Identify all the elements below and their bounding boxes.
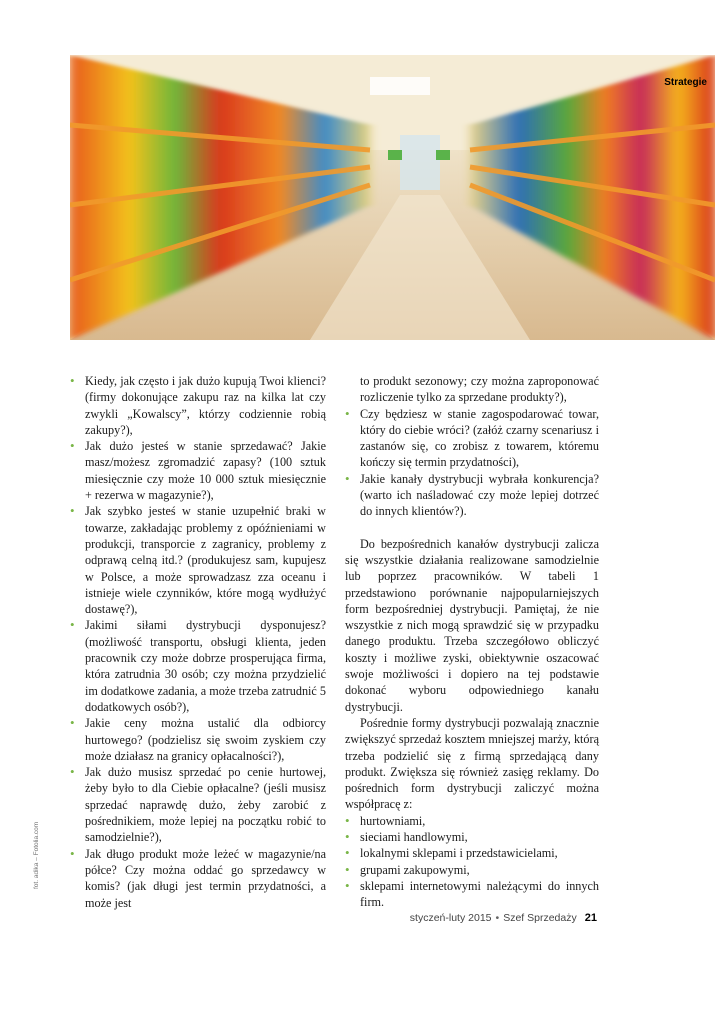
right-column [345,373,599,911]
list-continuation: to produkt sezonowy; czy można zaproponować rozliczenie tylko za sprzedane produkty?), [360,374,599,405]
hero-photo-supermarket-aisle [70,55,715,340]
indirect-forms-list [345,813,599,911]
footer-magazine: Szef Sprzedaży [503,912,577,924]
list-item: • grupami zakupowymi, [345,862,599,878]
section-tag: Strategie [664,77,707,88]
list-item: • Jak dużo jesteś w stanie sprzedawać? Jakie masz/możesz zgromadzić zapasy? (100 sztuk miesięcznie czy może 10 000 sztuk miesięcznie + rezerwa w magazynie?), [70,438,326,503]
list-item: • Jakie ceny można ustalić dla odbiorcy hurtowego? (podzielisz się swoim zyskiem czy może działasz na granicy opłacalności?), [70,715,326,764]
list-item: • Kiedy, jak często i jak dużo kupują Twoi klienci? (firmy dokonujące zakupu raz na kilka lat czy zwykli „Kowalscy”, którzy codziennie robią zakupy?), [70,373,326,438]
list-item: • hurtowniami, [345,813,599,829]
list-item: • Czy będziesz w stanie zagospodarować towar, który do ciebie wróci? (załóż czarny scenariusz i zastanów się, co zrobisz z towarem, któremu kończy się termin przydatności), [345,406,599,471]
left-column [70,373,326,911]
list-item: • Jak długo produkt może leżeć w magazynie/na półce? Czy można oddać go sprzedawcy w komis? (jak długi jest termin przydatności, a może jest [70,846,326,911]
list-item: • Jakimi siłami dystrybucji dysponujesz? (możliwość transportu, obsługi klienta, jeden pracownik czy może dobrze prosperująca firma, która zatrudnia 30 osób; czy można przydzielić im dodatkowe zadania, a może trzeba zatrudnić 5 dodatkowych osób?), [70,617,326,715]
list-item: • sklepami internetowymi należącymi do innych firm. [345,878,599,911]
paragraph-direct-channels: Do bezpośrednich kanałów dystrybucji zalicza się wszystkie działania realizowane samodzielnie lub poprzez pracowników. W tabeli 1 przedstawiono porównanie najpopularniejszych form bezpośredniej dystrybucji. Pamiętaj, że nie wszystkie z nich mogą sprawdzić się w przypadku danego produktu. Trzeba szczegółowo obliczyć koszty i możliwe zyski, obiektywnie oszacować swoje możliwości i dopiero na tej podstawie dokonać wyboru odpowiedniego kanału dystrybucji. [345,536,599,714]
questions-list-continued [345,406,599,520]
photo-credit [33,821,43,889]
page-footer: styczeń-luty 2015 • Szef Sprzedaży 21 [409,912,597,924]
supermarket-aisle-illustration [70,55,715,340]
page-number: 21 [584,912,597,924]
footer-issue: styczeń-luty 2015 [409,912,492,924]
list-item: • lokalnymi sklepami i przedstawicielami, [345,845,599,861]
list-item: • sieciami handlowymi, [345,829,599,845]
list-item: • Jakie kanały dystrybucji wybrała konkurencja? (warto ich naśladować czy może lepiej dotrzeć do innych klientów?). [345,471,599,520]
list-item: • Jak dużo musisz sprzedać po cenie hurtowej, żeby było to dla Ciebie opłacalne? (jeśli musisz sprzedać naprawdę dużo, żeby zarobić z pośrednikiem, może lepiej na początku robić to samodzielnie?), [70,764,326,845]
list-item: • Jak szybko jesteś w stanie uzupełnić braki w towarze, zakładając problemy z opóźnieniami w produkcji, transporcie z zagranicy, problemy z odprawą celną itd.? (produkujesz sam, kupujesz w Polsce, a może sprowadzasz zza oceanu i istnieje wiele czynników, które mogą wydłużyć dostawę?), [70,503,326,617]
photo-credit-text: fot. adika – Fotolia.com [33,821,40,889]
questions-list [70,373,326,911]
paragraph-indirect-channels: Pośrednie formy dystrybucji pozwalają znacznie zwiększyć sprzedaż kosztem mniejszej marży, którą trzeba podzielić się z firmą sprzedającą dany produkt. Zwiększa się również zasięg reklamy. Do pośrednich form dystrybucji zaliczyć można współpracę z: [345,715,599,812]
